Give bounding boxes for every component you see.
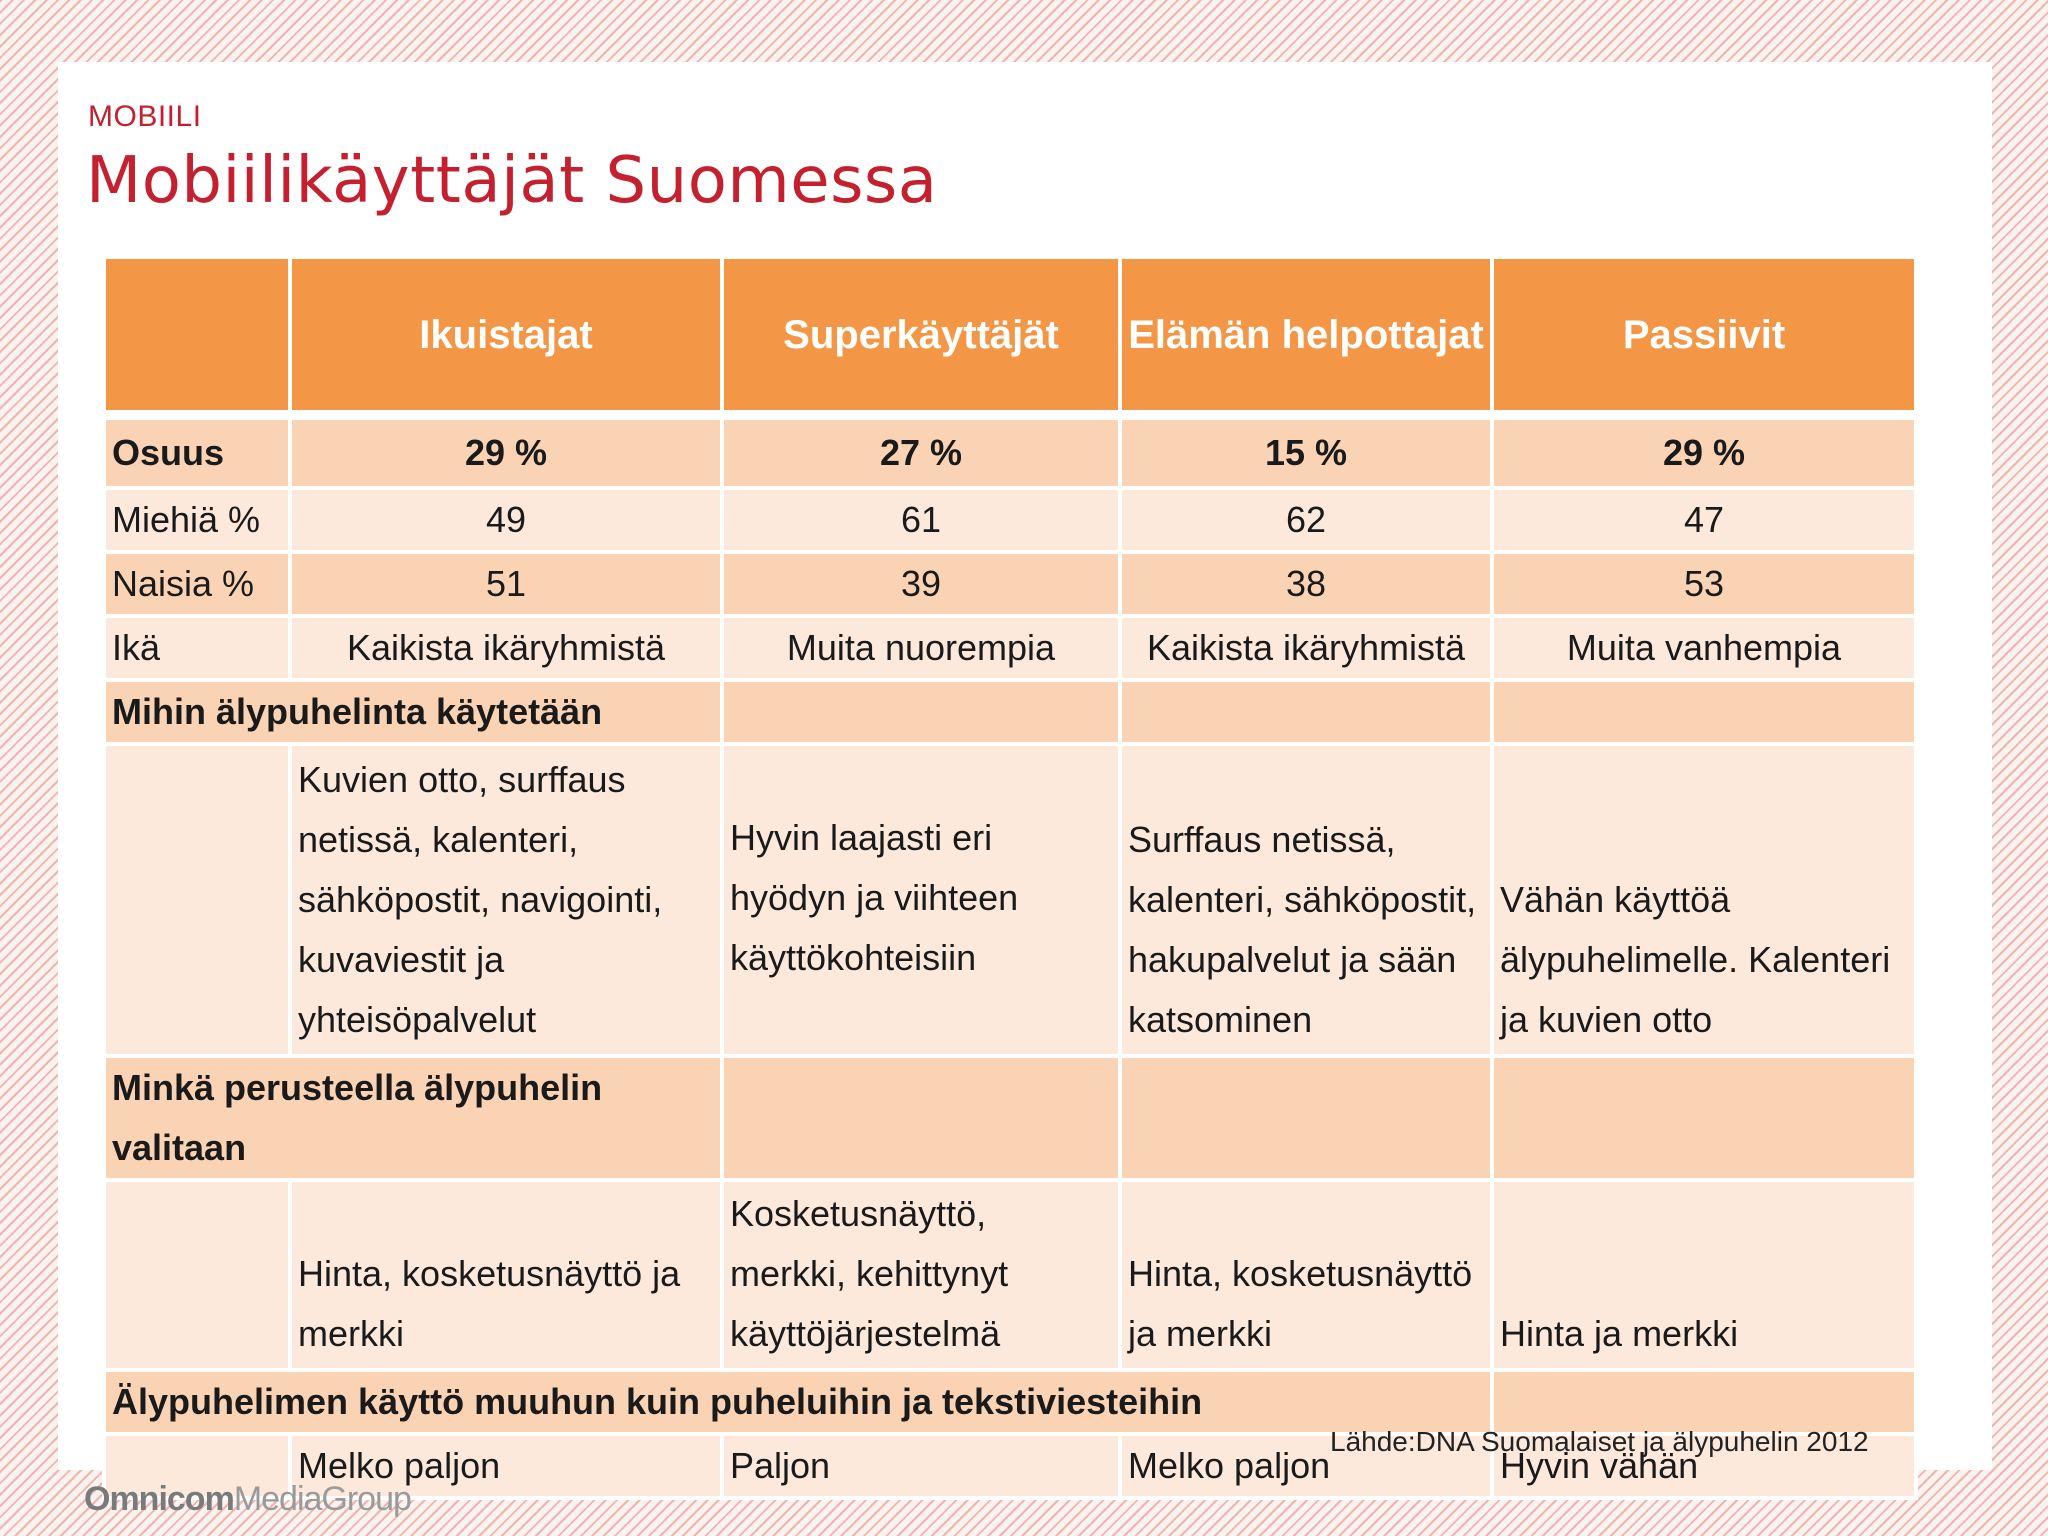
section-heading: Minkä perusteella älypuhelin valitaan	[104, 1056, 722, 1180]
table-header-row	[104, 257, 1916, 412]
table-cell: 47	[1492, 488, 1916, 552]
table-cell: Vähän käyttöä älypuhelimelle. Kalenteri ja kuvien otto	[1492, 744, 1916, 1056]
table-cell: 39	[722, 552, 1120, 616]
table-cell: Muita nuorempia	[722, 616, 1120, 680]
table-cell: Kaikista ikäryhmistä	[290, 616, 722, 680]
table-cell: Melko paljon	[290, 1434, 722, 1498]
section-heading: Älypuhelimen käyttö muuhun kuin puheluihin ja tekstiviesteihin	[104, 1370, 1492, 1434]
section-row-kaytto	[104, 1370, 1916, 1434]
table-cell: Kuvien otto, surffaus netissä, kalenteri, sähköpostit, navigointi, kuvaviestit ja yhteisöpalvelut	[290, 744, 722, 1056]
segments-table	[102, 255, 1918, 1500]
table-cell: Kaikista ikäryhmistä	[1120, 616, 1492, 680]
row-label	[104, 1180, 290, 1370]
table-cell: Surffaus netissä, kalenteri, sähköpostit, hakupalvelut ja sään katsominen	[1120, 744, 1492, 1056]
table-cell: 38	[1120, 552, 1492, 616]
table-cell: Hinta, kosketusnäyttö ja merkki	[1120, 1180, 1492, 1370]
page-title: Mobiilikäyttäjät Suomessa	[86, 144, 938, 218]
omnicom-logo	[84, 1480, 411, 1519]
table-row-miehia	[104, 488, 1916, 552]
header-elaman-helpottajat: Elämän helpottajat	[1120, 257, 1492, 412]
header-superkayttajat: Superkäyttäjät	[722, 257, 1120, 412]
row-label: Miehiä %	[104, 488, 290, 552]
table-cell: 49	[290, 488, 722, 552]
table-row-naisia	[104, 552, 1916, 616]
logo-bold-text: Omnicom	[84, 1480, 234, 1518]
slide	[58, 62, 1992, 1486]
section-row-minka	[104, 1056, 1916, 1180]
table-cell: 27 %	[722, 418, 1120, 488]
section-heading: Mihin älypuhelinta käytetään	[104, 680, 722, 744]
header-cell-empty	[104, 257, 290, 412]
row-label: Naisia %	[104, 552, 290, 616]
source-note: Lähde:DNA Suomalaiset ja älypuhelin 2012	[1330, 1426, 1869, 1457]
section-label: MOBIILI	[88, 100, 202, 133]
row-label: Osuus	[104, 418, 290, 488]
row-label	[104, 744, 290, 1056]
table-row-ika	[104, 616, 1916, 680]
table-row-osuus	[104, 418, 1916, 488]
table-cell: 53	[1492, 552, 1916, 616]
section-row-mihin	[104, 680, 1916, 744]
table-cell: 29 %	[1492, 418, 1916, 488]
table-cell: Hyvin vähän	[1492, 1434, 1916, 1498]
table-row-mihin	[104, 744, 1916, 1056]
table-cell: 62	[1120, 488, 1492, 552]
table-cell: Muita vanhempia	[1492, 616, 1916, 680]
table-cell: Hinta, kosketusnäyttö ja merkki	[290, 1180, 722, 1370]
header-ikuistajat: Ikuistajat	[290, 257, 722, 412]
table-cell: 29 %	[290, 418, 722, 488]
table-cell: Kosketusnäyttö, merkki, kehittynyt käyttöjärjestelmä	[722, 1180, 1120, 1370]
table-cell: Paljon	[722, 1434, 1120, 1498]
header-passiivit: Passiivit	[1492, 257, 1916, 412]
row-label: Ikä	[104, 616, 290, 680]
table-cell: 15 %	[1120, 418, 1492, 488]
table-row-minka	[104, 1180, 1916, 1370]
table-cell: Melko paljon	[1120, 1434, 1492, 1498]
table-cell: 61	[722, 488, 1120, 552]
table-cell: 51	[290, 552, 722, 616]
table-cell: Hyvin laajasti eri hyödyn ja viihteen käyttökohteisiin	[722, 744, 1120, 1056]
table-cell: Hinta ja merkki	[1492, 1180, 1916, 1370]
logo-light-text: MediaGroup	[233, 1480, 411, 1518]
